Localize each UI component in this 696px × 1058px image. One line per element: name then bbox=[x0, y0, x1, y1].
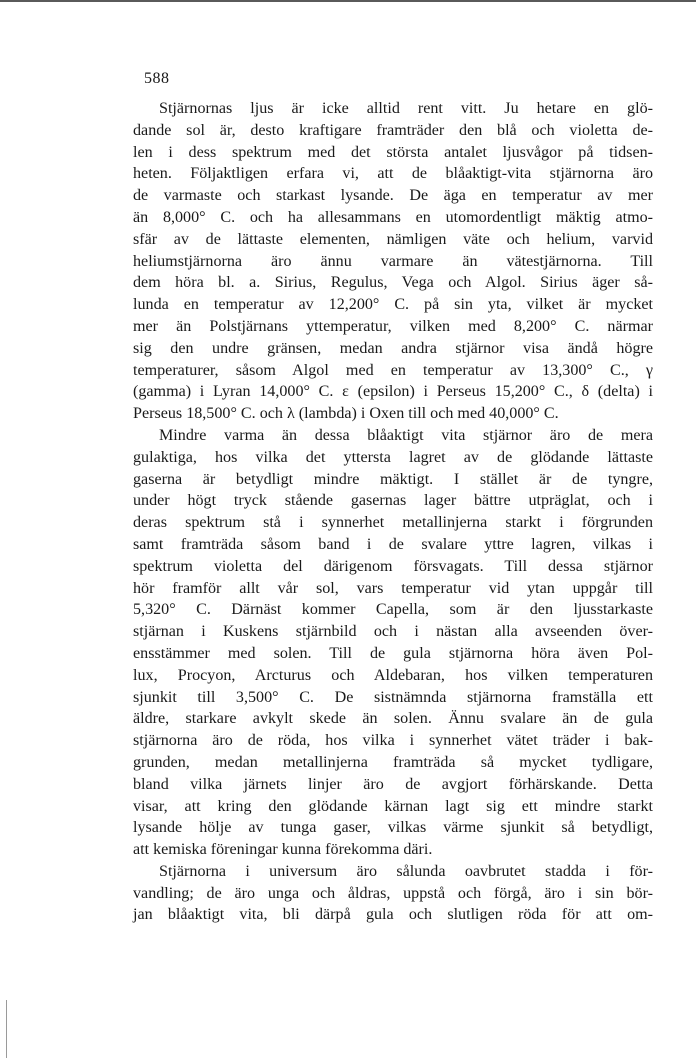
text-line: spektrum violetta del därigenom försvagats. Till dessa stjärnor bbox=[133, 557, 653, 575]
paragraph bbox=[133, 861, 653, 926]
text-line: bland vilka järnets linjer äro de avgjort förhärskande. Detta bbox=[133, 775, 653, 793]
text-line: hör framför allt vår sol, vars temperatur vid ytan uppgår till bbox=[133, 579, 653, 597]
text-line: dande sol är, desto kraftigare framträder den blå och violetta de- bbox=[133, 121, 653, 139]
text-line: stjärnorna äro de röda, hos vilka i synnerhet vätet träder i bak- bbox=[133, 732, 653, 750]
text-line: sig den undre gränsen, medan andra stjärnor visa ändå högre bbox=[133, 339, 653, 357]
text-line: sjunkit till 3,500° C. De sistnämnda stjärnorna framställa ett bbox=[133, 688, 653, 706]
text-line: ensstämmer med solen. Till de gula stjärnorna höra även Pol- bbox=[133, 644, 653, 662]
body-text bbox=[133, 98, 653, 926]
text-line: dem höra bl. a. Sirius, Regulus, Vega och Algol. Sirius äger så- bbox=[133, 274, 653, 292]
text-line: under högt tryck stående gasernas lager bättre utpräglat, och i bbox=[133, 492, 653, 510]
page-number: 588 bbox=[144, 70, 170, 87]
page-left-edge-mark bbox=[6, 1000, 7, 1058]
text-line: (gamma) i Lyran 14,000° C. ε (epsilon) i Perseus 15,200° C., δ (delta) i bbox=[133, 383, 653, 401]
text-line: deras spektrum stå i synnerhet metallinjerna starkt i förgrunden bbox=[133, 514, 653, 532]
text-line: grunden, medan metallinjerna framträda så mycket tydligare, bbox=[133, 753, 653, 771]
text-line: Perseus 18,500° C. och λ (lambda) i Oxen till och med 40,000° C. bbox=[133, 405, 559, 423]
text-line: heten. Följaktligen erfara vi, att de blåaktigt-vita stjärnorna äro bbox=[133, 165, 653, 183]
text-line: heliumstjärnorna äro ännu varmare än vätestjärnorna. Till bbox=[133, 252, 653, 270]
text-line: att kemiska föreningar kunna förekomma däri. bbox=[133, 841, 433, 859]
paragraph bbox=[133, 425, 653, 861]
text-line: gulaktiga, hos vilka det yttersta lagret av de glödande lättaste bbox=[133, 448, 653, 466]
text-line: stjärnan i Kuskens stjärnbild och i nästan alla avseenden över- bbox=[133, 623, 653, 641]
text-line: gaserna är betydligt mindre mäktigt. I stället är de tyngre, bbox=[133, 470, 653, 488]
text-line: Stjärnornas ljus är icke alltid rent vitt. Ju hetare en glö- bbox=[159, 100, 653, 117]
text-line: mer än Polstjärnans yttemperatur, vilken med 8,200° C. närmar bbox=[133, 317, 653, 335]
text-line: Mindre varma än dessa blåaktigt vita stjärnor äro de mera bbox=[159, 426, 653, 444]
text-line: lux, Procyon, Arcturus och Aldebaran, hos vilken temperaturen bbox=[133, 666, 653, 684]
text-line: de varmaste och starkast lysande. De äga en temperatur av mer bbox=[133, 187, 653, 205]
text-line: visar, att kring den glödande kärnan lagt sig ett mindre starkt bbox=[133, 797, 653, 815]
text-line: Stjärnorna i universum äro sålunda oavbrutet stadda i för- bbox=[159, 862, 653, 880]
text-line: samt framträda såsom band i de svalare yttre lagren, vilkas i bbox=[133, 535, 653, 553]
page-top-edge bbox=[0, 0, 696, 2]
paragraph bbox=[133, 98, 653, 425]
text-line: lysande hölje av tunga gaser, vilkas värme sjunkit så betydligt, bbox=[133, 819, 653, 837]
text-line: 5,320° C. Därnäst kommer Capella, som är den ljusstarkaste bbox=[133, 601, 653, 619]
text-line: temperaturer, såsom Algol med en temperatur av 13,300° C., γ bbox=[133, 361, 653, 379]
text-line: jan blåaktigt vita, bli därpå gula och slutligen röda för att om- bbox=[133, 906, 653, 924]
text-line: sfär av de lättaste elementen, nämligen väte och helium, varvid bbox=[133, 230, 653, 248]
text-line: vandling; de äro unga och åldras, uppstå och förgå, äro i sin bör- bbox=[133, 884, 653, 902]
text-line: len i dess spektrum med det största antalet ljusvågor på tidsen- bbox=[133, 143, 653, 161]
text-line: än 8,000° C. och ha allesammans en utomordentligt mäktig atmo- bbox=[133, 208, 653, 226]
text-line: äldre, starkare avkylt skede än solen. Ännu svalare än de gula bbox=[133, 710, 653, 728]
text-line: lunda en temperatur av 12,200° C. på sin yta, vilket är mycket bbox=[133, 296, 653, 314]
